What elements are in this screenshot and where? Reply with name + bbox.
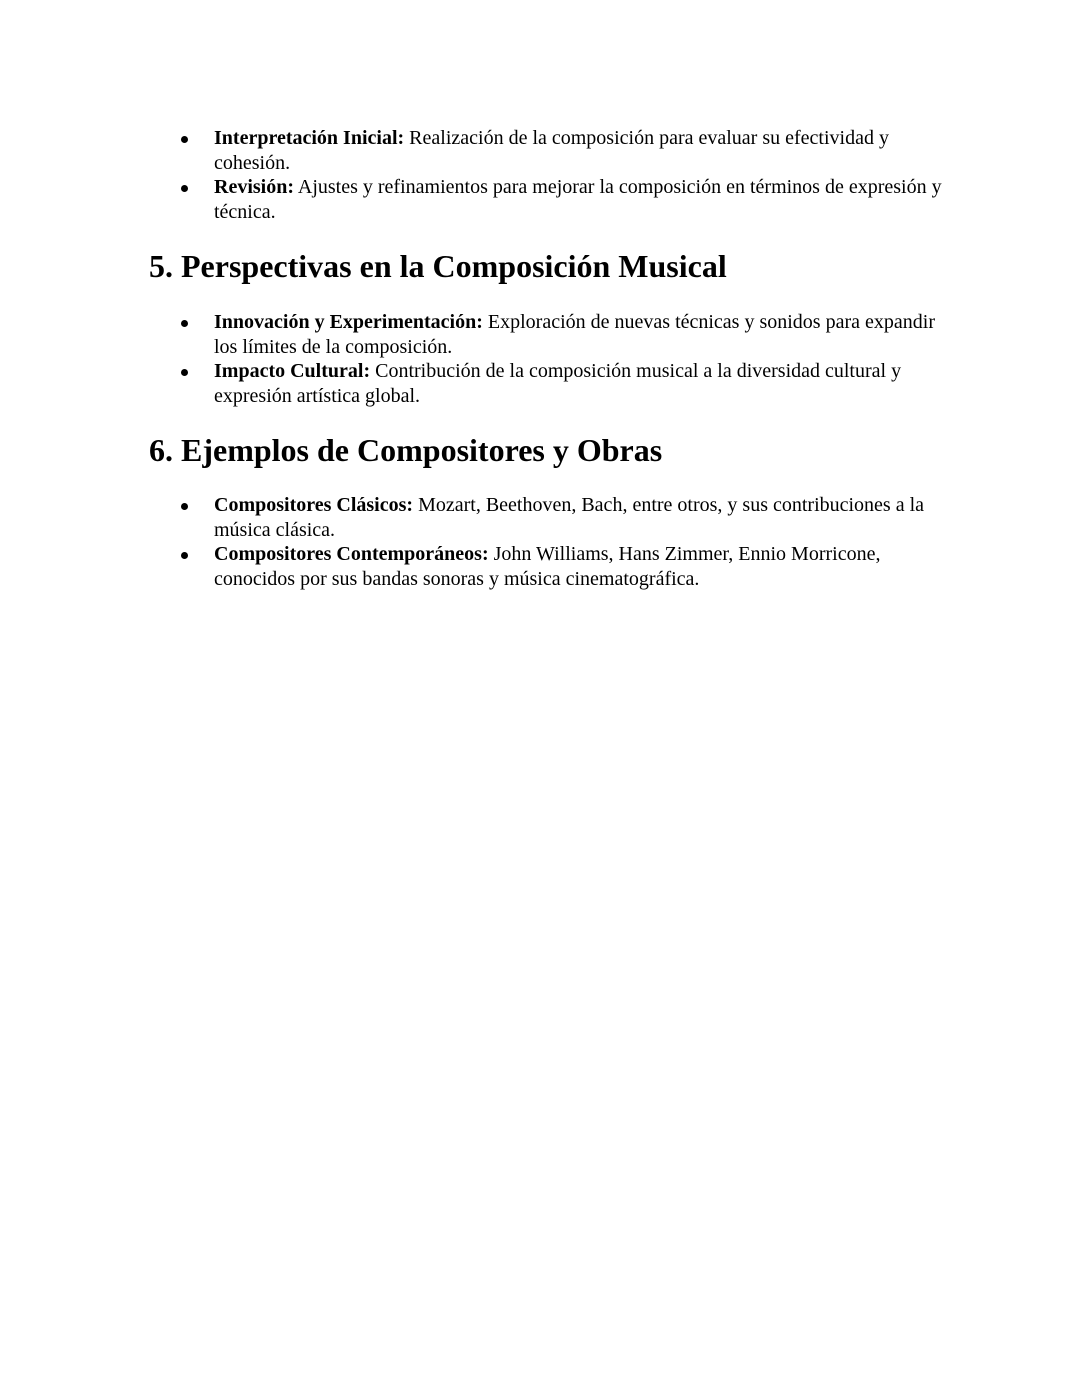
bullet-icon: [181, 503, 188, 510]
bullet-icon: [181, 320, 188, 327]
bullet-icon: [181, 185, 188, 192]
item-term: Innovación y Experimentación:: [214, 311, 483, 333]
item-term: Revisión:: [214, 176, 294, 198]
bullet-icon: [181, 552, 188, 559]
bullet-icon: [181, 136, 188, 143]
section-4-list: [160, 126, 950, 224]
item-text: Realización de la composición para evaluar su efectividad y cohesión.: [214, 127, 889, 174]
item-text: John Williams, Hans Zimmer, Ennio Morricone, conocidos por sus bandas sonoras y música cinematográfica.: [214, 543, 881, 590]
list-item: [160, 493, 950, 542]
item-term: Compositores Contemporáneos:: [214, 543, 489, 565]
bullet-icon: [181, 369, 188, 376]
list-item: [160, 126, 950, 175]
item-term: Interpretación Inicial:: [214, 127, 405, 149]
item-text: Contribución de la composición musical a la diversidad cultural y expresión artística global.: [214, 360, 902, 407]
item-text: Mozart, Beethoven, Bach, entre otros, y sus contribuciones a la música clásica.: [214, 494, 925, 541]
list-item: [160, 542, 950, 591]
item-text: Exploración de nuevas técnicas y sonidos para expandir los límites de la composición.: [214, 311, 935, 358]
item-term: Compositores Clásicos:: [214, 494, 414, 516]
section-5-heading: 5. Perspectivas en la Composición Musical: [149, 248, 727, 284]
section-6-list: [160, 493, 950, 591]
item-term: Impacto Cultural:: [214, 360, 371, 382]
item-text: Ajustes y refinamientos para mejorar la composición en términos de expresión y técnica.: [214, 176, 942, 223]
section-5-list: [160, 310, 950, 408]
list-item: [160, 359, 950, 408]
section-6-heading: 6. Ejemplos de Compositores y Obras: [149, 432, 663, 468]
list-item: [160, 310, 950, 359]
list-item: [160, 175, 950, 224]
